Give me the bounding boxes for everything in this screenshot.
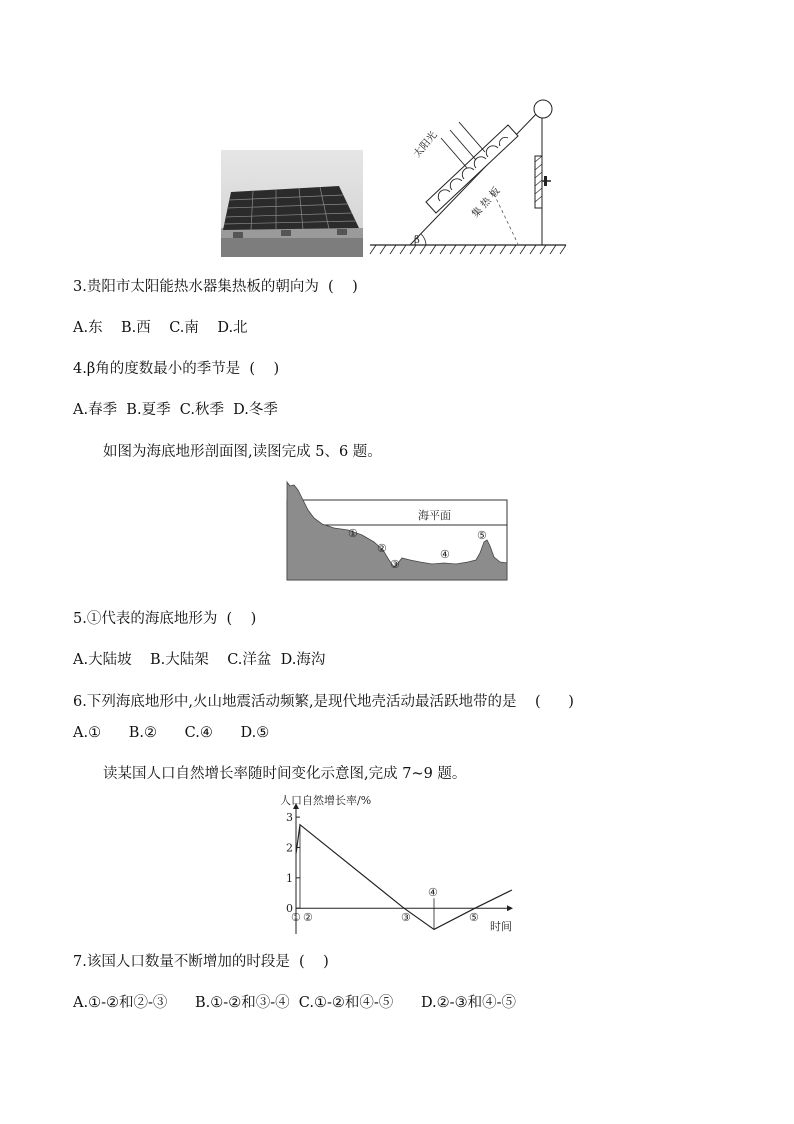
sea-level-label: 海平面 [418, 509, 451, 522]
question-4-stem: 4.β角的度数最小的季节是 ( ) [73, 361, 280, 377]
x-axis-label: 时间 [490, 920, 512, 933]
y-tick-label: 2 [286, 841, 293, 855]
intro-questions-7-9: 读某国人口自然增长率随时间变化示意图,完成 7~9 题。 [103, 766, 467, 782]
question-3-stem: 3.贵阳市太阳能热水器集热板的朝向为 ( ) [73, 279, 358, 295]
y-tick-label: 1 [286, 871, 293, 885]
question-3-options: A.东 B.西 C.南 D.北 [73, 320, 248, 336]
seabed-profile-diagram [286, 480, 508, 582]
question-4-options: A.春季 B.夏季 C.秋季 D.冬季 [73, 402, 278, 418]
question-5-options: A.大陆坡 B.大陆架 C.洋盆 D.海沟 [73, 652, 326, 668]
question-6-stem: 6.下列海底地形中,火山地震活动频繁,是现代地壳活动最活跃地带的是 ( ) [73, 694, 574, 710]
time-marker-1: ① [291, 911, 301, 925]
time-marker-2: ② [303, 911, 313, 925]
question-7-stem: 7.该国人口数量不断增加的时段是 ( ) [73, 954, 329, 970]
solar-heater-diagram [368, 96, 568, 260]
y-axis-label: 人口自然增长率/% [280, 794, 372, 807]
question-5-stem: 5.①代表的海底地形为 ( ) [73, 611, 257, 627]
marker-1: ① [348, 527, 358, 540]
solar-panel-photo [221, 150, 363, 257]
y-tick-label: 3 [286, 811, 293, 825]
intro-questions-5-6: 如图为海底地形剖面图,读图完成 5、6 题。 [103, 444, 382, 460]
time-marker-4: ④ [428, 886, 438, 900]
question-6-options: A.① B.② C.④ D.⑤ [73, 725, 270, 741]
collector-panel-label: 集 热 板 [470, 185, 503, 221]
time-marker-5: ⑤ [469, 911, 479, 925]
sunlight-label: 太阳光 [411, 129, 440, 160]
marker-3: ③ [390, 558, 400, 571]
marker-2: ② [377, 542, 387, 555]
question-7-options: A.①-②和②-③ B.①-②和③-④ C.①-②和④-⑤ D.②-③和④-⑤ [73, 995, 516, 1011]
marker-5: ⑤ [477, 529, 487, 542]
y-tick-label: 0 [286, 902, 293, 916]
marker-4: ④ [440, 548, 450, 561]
population-growth-chart [274, 790, 522, 938]
angle-beta-label: β [414, 235, 420, 246]
time-marker-3: ③ [401, 911, 411, 925]
